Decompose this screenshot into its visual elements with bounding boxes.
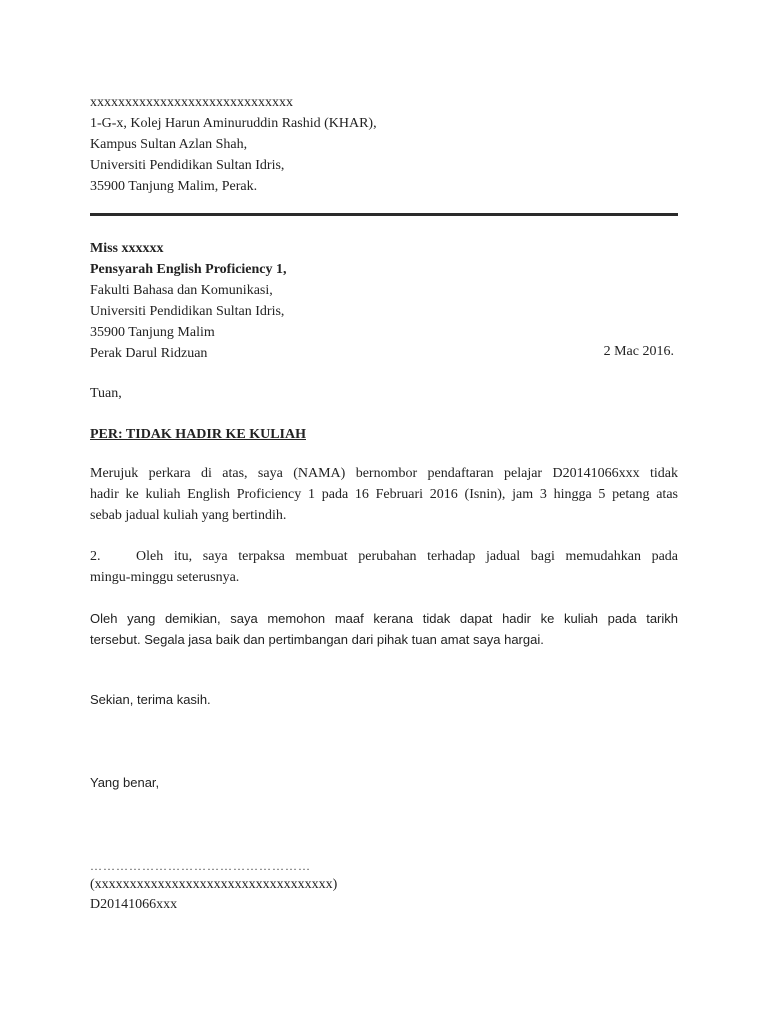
recipient-address [90,238,678,364]
paragraph-line: Merujuk perkara di atas, saya (NAMA) bernombor pendaftaran pelajar D20141066xxx tidak [90,466,678,481]
signature-line: …………………………………………… [90,859,311,873]
paragraph-line [90,546,678,567]
signatory-id: D20141066xxx [90,897,178,912]
paragraph-line: sebab jadual kuliah yang bertindih. [90,508,287,523]
sender-name: xxxxxxxxxxxxxxxxxxxxxxxxxxxxx [90,95,293,110]
recipient-address-line: Fakulti Bahasa dan Komunikasi, [90,283,273,298]
recipient-position: Pensyarah English Proficiency 1, [90,262,287,277]
paragraph-line: Oleh yang demikian, saya memohon maaf kerana tidak dapat hadir ke kuliah pada tarikh [90,611,678,626]
paragraph-3 [90,608,678,650]
paragraph-text: Oleh itu, saya terpaksa membuat perubahan terhadap jadual bagi memudahkan pada [136,549,678,564]
paragraph-2 [90,546,678,588]
paragraph-1 [90,463,678,526]
subject-line: PER: TIDAK HADIR KE KULIAH [90,427,306,442]
recipient-address-line: Universiti Pendidikan Sultan Idris, [90,304,285,319]
letter-date: 2 Mac 2016. [603,344,674,359]
recipient-name: Miss xxxxxx [90,241,164,256]
paragraph-line: tersebut. Segala jasa baik dan pertimbangan dari pihak tuan amat saya hargai. [90,632,544,647]
closing-thanks: Sekian, terima kasih. [90,692,211,707]
closing-sincerely: Yang benar, [90,775,160,790]
header-divider [90,213,678,216]
sender-address-line: Kampus Sultan Azlan Shah, [90,137,248,152]
paragraph-number: 2. [90,549,101,564]
paragraph-line: mingu-minggu seterusnya. [90,570,240,585]
sender-address-line: Universiti Pendidikan Sultan Idris, [90,158,285,173]
sender-address-line: 35900 Tanjung Malim, Perak. [90,179,258,194]
sender-address-line: 1-G-x, Kolej Harun Aminuruddin Rashid (KHAR), [90,116,377,131]
recipient-address-line: 35900 Tanjung Malim [90,325,215,340]
salutation: Tuan, [90,386,122,401]
recipient-address-line: Perak Darul Ridzuan [90,346,208,361]
sender-address [90,92,678,197]
signatory-name: (xxxxxxxxxxxxxxxxxxxxxxxxxxxxxxxxxx) [90,877,338,892]
paragraph-line: hadir ke kuliah English Proficiency 1 pada 16 Februari 2016 (Isnin), jam 3 hingga 5 petang atas [90,487,678,502]
